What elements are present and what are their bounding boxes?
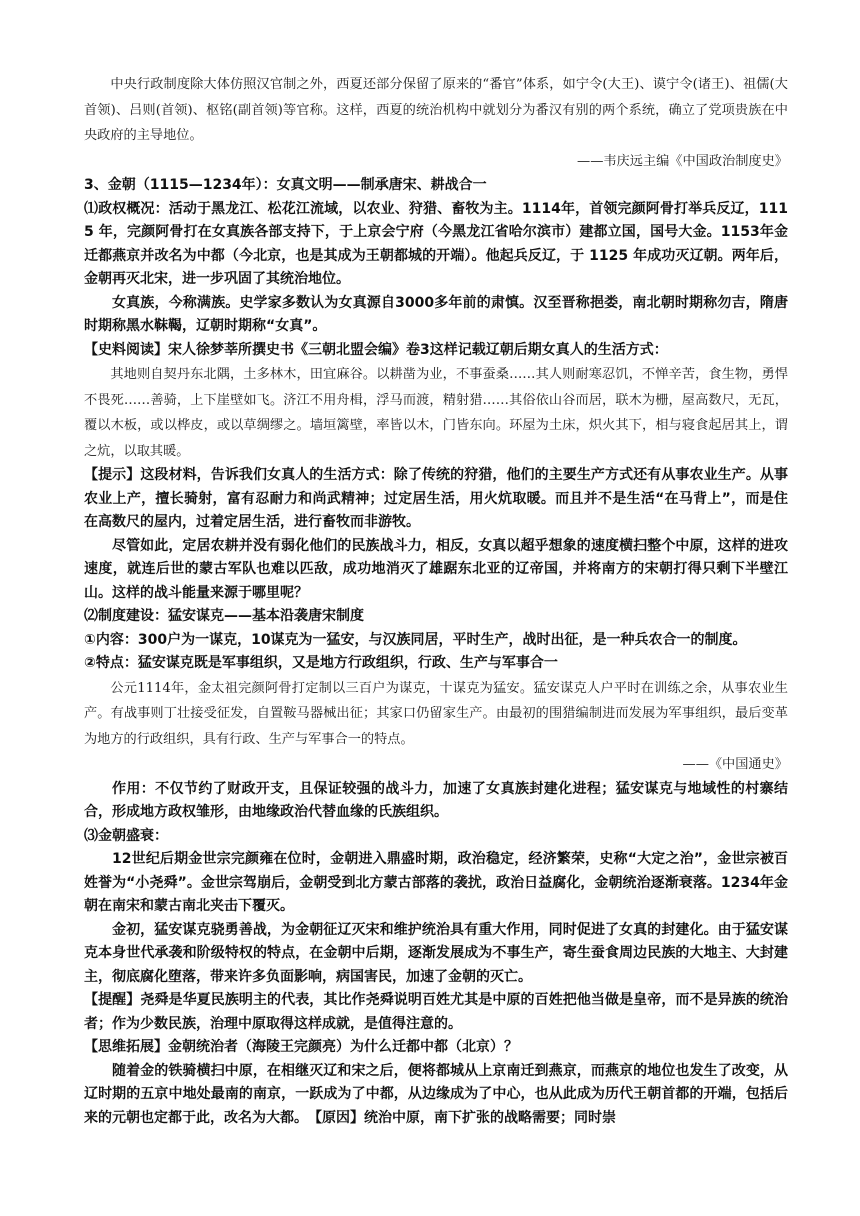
section-title: 3、金朝（1115—1234年）：女真文明——制承唐宋、耕战合一 <box>84 177 487 193</box>
document-page <box>84 72 788 1130</box>
system-title: ⑵制度建设：猛安谋克——基本沿袭唐宋制度 <box>84 608 364 624</box>
combat-paragraph: 尽管如此，定居农耕并没有弱化他们的民族战斗力，相反，女真以超乎想象的速度横扫整个中原，这样的进攻速度，就连后世的蒙古军队也难以匹敌，成功地消灭了雄踞东北亚的辽帝国，并将南方的宋朝打得只剩下半壁江山。这样的战斗能量来源于哪里呢？ <box>84 537 788 601</box>
intro-paragraph: 中央行政制度除大体仿照汉官制之外，西夏还部分保留了原来的“番官”体系，如宁令(大王)、谟宁令(诸王)、祖儒(大首领)、吕则(首领)、枢铭(副首领)等官称。这样，西夏的统治机构中就划分为番汉有别的两个系统，确立了党项贵族在中央政府的主导地位。 <box>84 77 788 143</box>
prosper-paragraph-2: 金初，猛安谋克骁勇善战，为金朝征辽灭宋和维护统治具有重大作用，同时促进了女真的封建化。由于猛安谋克本身世代承袭和阶级特权的特点，在金朝中后期，逐渐发展成为不事生产，寄生蚕食周边民族的大地主、大封建主，彻底腐化堕落，带来许多负面影响，病国害民，加速了金朝的灭亡。 <box>84 921 788 985</box>
history-source: ——《中国通史》 <box>682 757 788 772</box>
nuzhen-origin: 女真族，今称满族。史学家多数认为女真源自3000多年前的肃慎。汉至晋称挹娄，南北朝时期称勿吉，隋唐时期称黑水靺鞨，辽朝时期称“女真”。 <box>84 294 788 334</box>
prosper-paragraph-1: 12世纪后期金世宗完颜雍在位时，金朝进入鼎盛时期，政治稳定，经济繁荣，史称“大定之治”，金世宗被百姓誉为“小尧舜”。金世宗驾崩后，金朝受到北方蒙古部落的袭扰，政治日益腐化，金朝统治逐渐衰落。1234年金朝在南宋和蒙古南北夹击下覆灭。 <box>84 851 788 914</box>
reading-title: 【史料阅读】宋人徐梦莘所撰史书《三朝北盟会编》卷3这样记载辽朝后期女真人的生活方式： <box>84 341 668 358</box>
system-content: ①内容：300户为一谋克，10谋克为一猛安，与汉族同居，平时生产，战时出征，是一种兵农合一的制度。 <box>84 631 747 648</box>
intro-source: ——韦庆远主编《中国政治制度史》 <box>577 153 788 169</box>
system-feature: ②特点：猛安谋克既是军事组织，又是地方行政组织，行政、生产与军事合一 <box>84 655 558 671</box>
regime-overview: ⑴政权概况：活动于黑龙江、松花江流域，以农业、狩猎、畜牧为主。1114年，首领完颜阿骨打举兵反辽，1115 年，完颜阿骨打在女真族各部支持下，于上京会宁府（今黑龙江省哈尔滨市）建都立国，国号大金。1153年金迁都燕京并改名为中都（今北京，也是其成为王朝都城的开端）。他起兵反辽，于 1125 年成功灭辽朝。两年后，金朝再灭北宋，进一步巩固了其统治地位。 <box>84 200 788 287</box>
think-paragraph: 随着金的铁骑横扫中原，在相继灭辽和宋之后，便将都城从上京南迁到燕京，而燕京的地位也发生了改变，从辽时期的五京中地处最南的南京，一跃成为了中都，从边缘成为了中心，也从此成为历代王朝首都的开端，包括后来的元朝也定都于此，改名为大都。 【原因】统治中原，南下扩张的战略需要；同时崇 <box>84 1062 788 1126</box>
tip-paragraph: 【提示】这段材料，告诉我们女真人的生活方式：除了传统的狩猎，他们的主要生产方式还有从事农业生产。从事农业上产，擅长骑射，富有忍耐力和尚武精神；过定居生活，用火炕取暖。而且并不是生活“在马背上”，而是住在高数尺的屋内，过着定居生活，进行畜牧而非游牧。 <box>84 467 788 530</box>
reminder-paragraph: 【提醒】尧舜是华夏民族明主的代表，其比作尧舜说明百姓尤其是中原的百姓把他当做是皇帝，而不是异族的统治者；作为少数民族，治理中原取得这样成就，是值得注意的。 <box>84 992 788 1032</box>
reading-quote: 其地则自契丹东北隅，土多林木，田宜麻谷。以耕凿为业，不事蚕桑……其人则耐寒忍饥，不惮辛苦，食生物，勇悍不畏死……善骑，上下崖壁如飞。济江不用舟楫，浮马而渡，精射猎……其俗依山谷而居，联木为栅，屋高数尺，无瓦，覆以木板，或以桦皮，或以草绸缪之。墙垣篱壁，率皆以木，门皆东向。环屋为土床，炽火其下，相与寝食起居其上，谓之炕，以取其暖。 <box>84 367 788 459</box>
think-title: 【思维拓展】金朝统治者（海陵王完颜亮）为什么迁都中都（北京）？ <box>84 1039 518 1055</box>
prosper-title: ⑶金朝盛衰： <box>84 827 168 844</box>
history-quote: 公元1114年，金太祖完颜阿骨打定制以三百户为谋克，十谋克为猛安。猛安谋克人户平时在训练之余，从事农业生产。有战事则丁壮接受征发，自置鞍马器械出征；其家口仍留家生产。由最初的围猎编制进而发展为军事组织，最后变革为地方的行政组织，具有行政、生产与军事合一的特点。 <box>84 680 788 747</box>
effect-paragraph: 作用：不仅节约了财政开支，且保证较强的战斗力，加速了女真族封建化进程；猛安谋克与地域性的村寨结合，形成地方政权雏形，由地缘政治代替血缘的氏族组织。 <box>84 780 788 820</box>
